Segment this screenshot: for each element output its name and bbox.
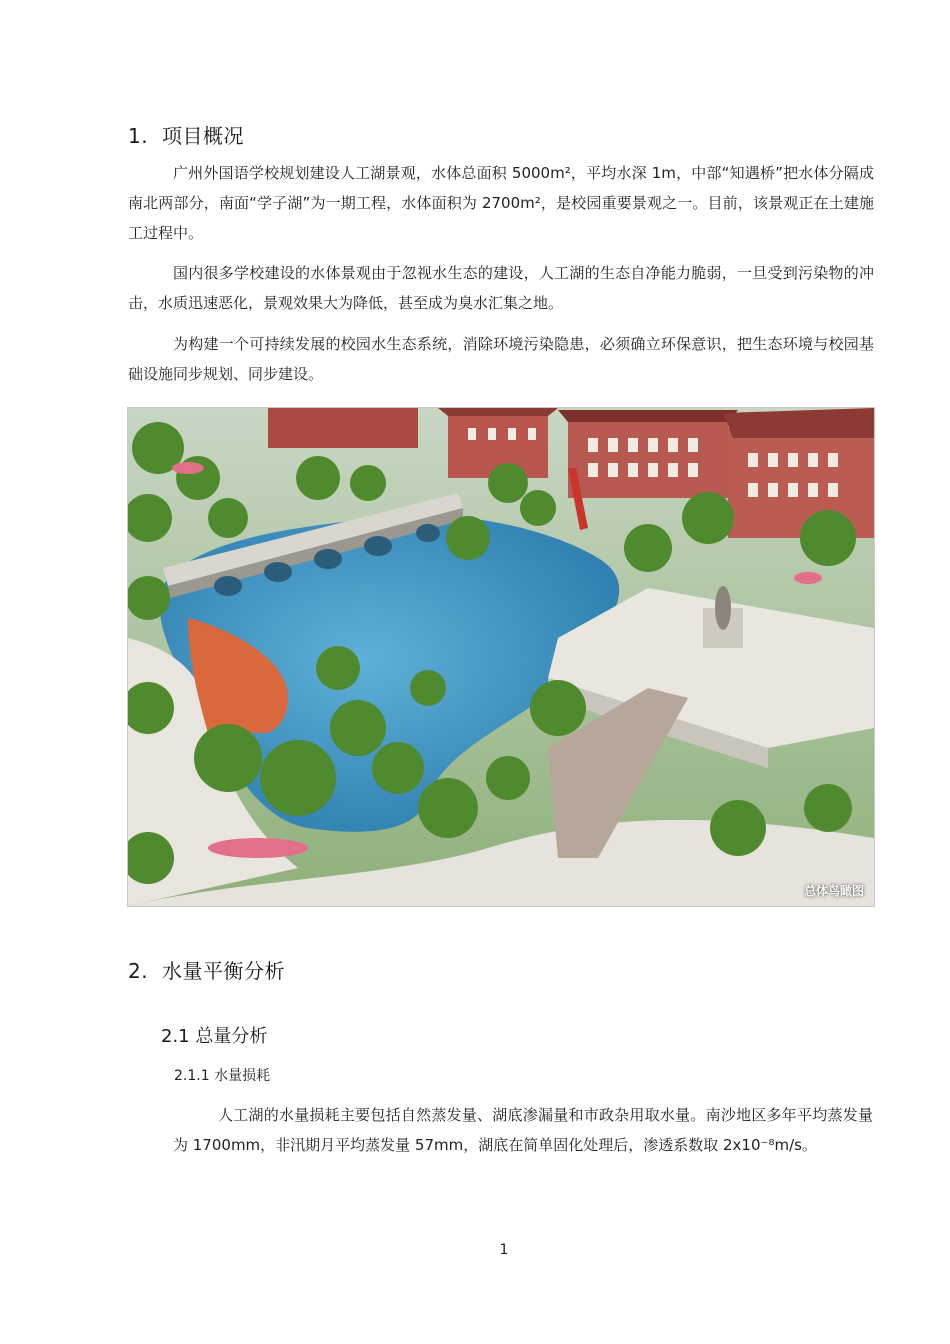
section-1-paragraph-2: 国内很多学校建设的水体景观由于忽视水生态的建设，人工湖的生态自净能力脆弱，一旦受到污染物的冲击，水质迅速恶化，景观效果大为降低，甚至成为臭水汇集之地。 (128, 264, 874, 312)
section-1-number: 1. (128, 124, 149, 148)
subsubsection-2-1-1-heading: 2.1.1 水量损耗 (174, 1068, 271, 1084)
section-2-title: 水量平衡分析 (162, 959, 285, 983)
section-1-heading (128, 120, 244, 149)
subsection-2-1-heading: 2.1 总量分析 (161, 1026, 268, 1047)
section-1-title: 项目概况 (162, 124, 244, 148)
section-1-paragraph-1: 广州外国语学校规划建设人工湖景观，水体总面积 5000m²，平均水深 1m，中部“知遇桥”把水体分隔成南北两部分，南面“学子湖”为一期工程，水体面积为 2700m²，是校园重要景观之一。目前，该景观正在土建施工过程中。 (128, 164, 874, 242)
section-1-paragraph-3: 为构建一个可持续发展的校园水生态系统，消除环境污染隐患，必须确立环保意识，把生态环境与校园基础设施同步规划、同步建设。 (128, 335, 874, 383)
figure-caption: 总体鸟瞰图 (803, 884, 864, 898)
subsubsection-2-1-1-paragraph: 人工湖的水量损耗主要包括自然蒸发量、湖底渗漏量和市政杂用取水量。南沙地区多年平均蒸发量为 1700mm，非汛期月平均蒸发量 57mm，湖底在简单固化处理后，渗透系数取 2x10⁻⁸m/s。 (173, 1106, 873, 1154)
aerial-view-figure (127, 407, 875, 907)
section-2-heading (128, 955, 285, 984)
aerial-view-illustration (128, 408, 874, 906)
page-number: 1 (499, 1242, 509, 1258)
section-2-number: 2. (128, 959, 149, 983)
